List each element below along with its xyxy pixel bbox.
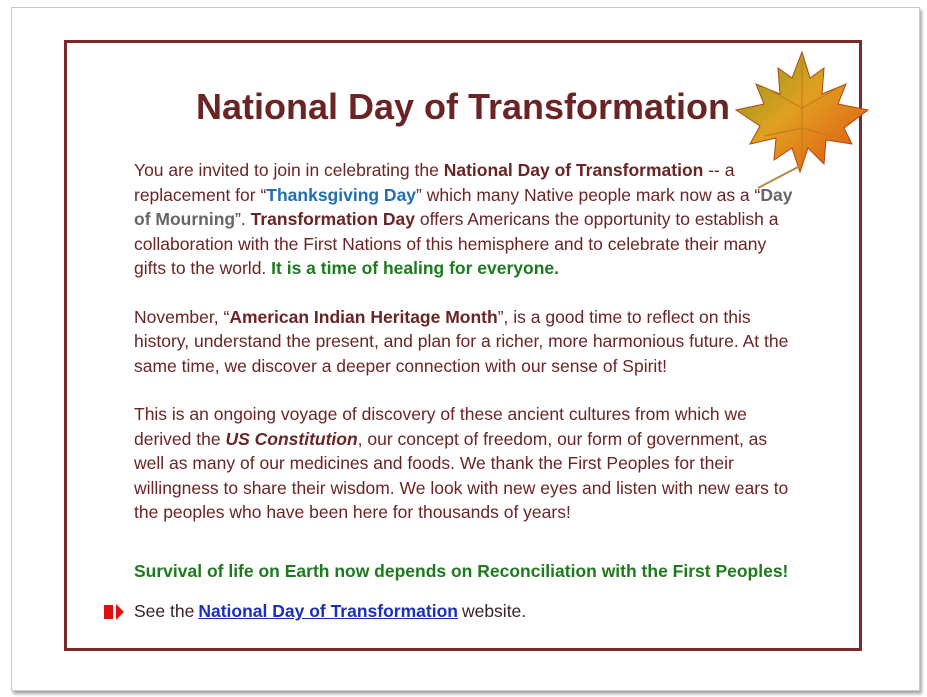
page-title: National Day of Transformation [195,86,731,127]
text: ”. [235,209,251,229]
text: You are invited to join in celebrating the [134,160,444,180]
highlight-thanksgiving: Thanksgiving Day [266,184,417,205]
paragraph-discovery [134,402,799,525]
text: ”, is a good time to reflect on this history, understand the present, and plan for a richer, more harmonious future. At the same time, we discover a deeper connection with our sense of Spirit! [134,306,789,376]
see-suffix: website. [461,601,527,621]
highlight-mourning: Day of Mourning [134,184,793,229]
text: November, “ [134,306,230,327]
highlight-national-day: National Day of Transformation [443,160,704,180]
text: ” which many Native people mark now as a “ [416,184,761,205]
paragraph-invitation [134,158,799,281]
body-text [134,158,799,549]
text: , our concept of freedom, our form of government, as well as many of our medicines and foods. We thank the First Peoples for their willingness to share their wisdom. We look with new eyes and listen with new ears to the peoples who have been here for thousands of years! [134,428,789,522]
highlight-heritage-month: American Indian Heritage Month [229,306,498,327]
highlight-healing: It is a time of healing for everyone. [271,258,560,278]
national-day-link[interactable]: National Day of Transformation [198,601,458,621]
see-prefix: See the [134,601,195,621]
red-arrow-bullet-icon [104,603,126,621]
text: offers Americans the opportunity to establish a collaboration with the First Nations of this hemisphere and to celebrate their many gifts to the world. [134,209,779,278]
highlight-transformation-day: Transformation Day [250,209,415,229]
highlight-constitution: US Constitution [225,428,358,449]
text: -- a replacement for “ [134,160,735,205]
text: This is an ongoing voyage of discovery of these ancient cultures from which we derived the [134,404,747,449]
paragraph-heritage-month [134,305,799,379]
closing-statement: Survival of life on Earth now depends on Reconciliation with the First Peoples! [134,561,789,581]
see-website-line [104,601,526,622]
